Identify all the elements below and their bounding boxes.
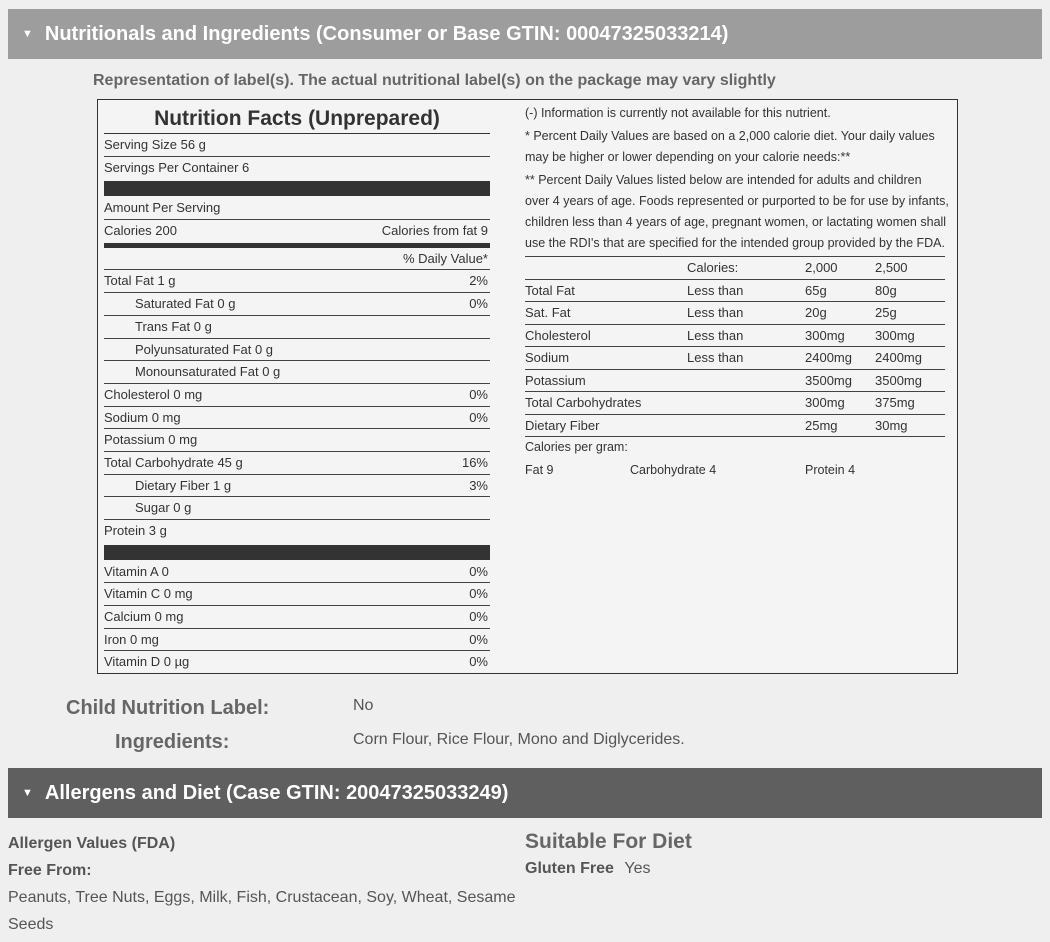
rdi-cell: Total Carbohydrates [525,392,687,415]
nutrient-daily-value: 0% [469,296,488,312]
allergen-values [8,830,518,938]
rdi-row [525,279,945,302]
vitamin-daily-value: 0% [469,586,488,602]
nutritionals-section-header[interactable] [8,9,1042,59]
rdi-cell [687,369,805,392]
allergens-section-header[interactable] [8,768,1042,818]
free-from-label: Free From: [8,862,92,879]
nutrient-name: Dietary Fiber 1 g [135,477,232,493]
rdi-header-row [525,257,945,280]
rdi-row [525,414,945,437]
rdi-cell: Less than [687,279,805,302]
rdi-cell: 25mg [805,414,875,437]
diet-item-label: Gluten Free [525,860,614,877]
rdi-cell: Less than [687,324,805,347]
calories-row [104,220,490,243]
rdi-cell: 3500mg [805,369,875,392]
rdi-cell: Sodium [525,347,687,370]
nutrient-row [104,475,490,498]
rdi-cell: 80g [875,279,945,302]
calories-per-gram-title: Calories per gram: [525,440,628,454]
nutrient-name: Cholesterol 0 mg [104,386,203,402]
nutrient-daily-value: 3% [469,477,488,493]
nutrient-name: Potassium 0 mg [104,432,198,448]
vitamin-list [104,561,490,674]
vitamin-row [104,561,490,584]
vitamin-name: Vitamin A 0 [104,563,169,579]
vitamin-daily-value: 0% [469,609,488,625]
servings-per-container: Servings Per Container 6 [104,159,250,175]
vitamin-name: Vitamin D 0 µg [104,654,190,670]
vitamin-row [104,606,490,629]
rdi-cell: 20g [805,302,875,325]
vitamin-name: Iron 0 mg [104,631,159,647]
rdi-cell: 2,500 [875,257,945,280]
nutrient-name: Polyunsaturated Fat 0 g [135,341,274,357]
collapse-triangle-icon: ▼ [22,28,33,40]
child-nutrition-label: Child Nutrition Label: [66,697,270,719]
rdi-cell: Potassium [525,369,687,392]
nutrient-row [104,429,490,452]
footnote-rdi: ** Percent Daily Values listed below are intended for adults and children over 4 years of age. Foods represented or purported to be for use by infants, children less than 4 years of age, pregnant women, or lactating women shall use the RDI's that are specified for the intended group provided by the FDA. [525,173,949,250]
rdi-cell: 65g [805,279,875,302]
nutrient-row [104,520,490,543]
diet-title: Suitable For Diet [525,830,692,853]
diet-item-value: Yes [624,860,651,877]
nutrition-facts-panel [104,104,490,674]
nutrient-name: Sodium 0 mg [104,409,181,425]
rdi-cell: 25g [875,302,945,325]
thick-divider [104,181,490,196]
nutrient-name: Saturated Fat 0 g [135,296,236,312]
vitamin-daily-value: 0% [469,654,488,670]
nutrient-row [104,452,490,475]
vitamin-row [104,583,490,606]
allergen-title: Allergen Values (FDA) [8,835,176,852]
nutrient-daily-value: 2% [469,273,488,289]
ingredients-value: Corn Flour, Rice Flour, Mono and Diglycerides. [353,731,685,748]
cpg-protein: Protein 4 [805,463,856,477]
nutrient-name: Total Fat 1 g [104,273,176,289]
nutrient-row [104,316,490,339]
collapse-triangle-icon: ▼ [22,787,33,799]
rdi-cell: 2400mg [875,347,945,370]
label-disclaimer: Representation of label(s). The actual nutritional label(s) on the package may vary slightly [93,72,776,89]
daily-value-header: % Daily Value* [104,248,490,271]
rdi-cell: Dietary Fiber [525,414,687,437]
nutrient-row [104,270,490,293]
vitamin-name: Calcium 0 mg [104,609,184,625]
suitable-for-diet [525,830,692,878]
nutrient-row [104,361,490,384]
calories-value: Calories 200 [104,223,177,239]
cpg-fat: Fat 9 [525,463,554,477]
allergens-section-title: Allergens and Diet (Case GTIN: 20047325033249) [44,781,509,804]
rdi-cell: Cholesterol [525,324,687,347]
vitamin-name: Vitamin C 0 mg [104,586,193,602]
rdi-cell: Calories: [687,257,805,280]
rdi-cell: 2,000 [805,257,875,280]
rdi-table [525,256,945,437]
nutrient-row [104,407,490,430]
rdi-row [525,392,945,415]
nutritionals-section-title: Nutritionals and Ingredients (Consumer or Base GTIN: 00047325033214) [44,22,729,45]
rdi-cell [525,257,687,280]
footnote-unavailable: (-) Information is currently not available for this nutrient. [525,106,831,120]
cpg-carbohydrate: Carbohydrate 4 [630,463,717,477]
rdi-cell: 30mg [875,414,945,437]
nutrient-list [104,270,490,542]
rdi-row [525,369,945,392]
rdi-cell: Total Fat [525,279,687,302]
child-nutrition-value: No [353,697,374,714]
rdi-cell: 3500mg [875,369,945,392]
nutrient-name: Trans Fat 0 g [135,318,212,334]
rdi-cell: 300mg [805,392,875,415]
nutrition-facts-title: Nutrition Facts (Unprepared) [104,104,490,134]
calories-per-gram-values [525,460,949,481]
nutrient-daily-value: 0% [469,409,488,425]
rdi-cell: Sat. Fat [525,302,687,325]
nutrient-row [104,384,490,407]
rdi-row [525,302,945,325]
vitamin-daily-value: 0% [469,631,488,647]
rdi-cell: 300mg [875,324,945,347]
rdi-cell: Less than [687,347,805,370]
rdi-cell [687,392,805,415]
free-from-value: Peanuts, Tree Nuts, Eggs, Milk, Fish, Crustacean, Soy, Wheat, Sesame Seeds [8,889,516,933]
nutrient-name: Total Carbohydrate 45 g [104,454,243,470]
rdi-row [525,324,945,347]
amount-per-serving: Amount Per Serving [104,197,490,220]
nutrient-row [104,293,490,316]
rdi-row [525,347,945,370]
rdi-cell: 2400mg [805,347,875,370]
vitamin-daily-value: 0% [469,563,488,579]
rdi-cell: 300mg [805,324,875,347]
nutrient-row [104,497,490,520]
daily-value-footnotes [525,103,949,481]
nutrient-daily-value: 16% [461,454,488,470]
nutrient-row [104,339,490,362]
nutrient-name: Protein 3 g [104,523,167,538]
ingredients-label: Ingredients: [115,731,230,753]
calories-from-fat: Calories from fat 9 [381,223,488,239]
rdi-cell [687,414,805,437]
thick-divider [104,545,490,560]
rdi-cell: Less than [687,302,805,325]
vitamin-row [104,651,490,674]
vitamin-row [104,629,490,652]
serving-size: Serving Size 56 g [104,134,490,157]
rdi-cell: 375mg [875,392,945,415]
nutrient-name: Sugar 0 g [135,500,192,516]
footnote-percent-dv: * Percent Daily Values are based on a 2,000 calorie diet. Your daily values may be higher or lower depending on your calorie needs:** [525,129,935,164]
nutrient-daily-value: 0% [469,386,488,402]
nutrient-name: Monounsaturated Fat 0 g [135,364,281,380]
diet-item [525,860,692,878]
nutrition-label [97,99,958,674]
